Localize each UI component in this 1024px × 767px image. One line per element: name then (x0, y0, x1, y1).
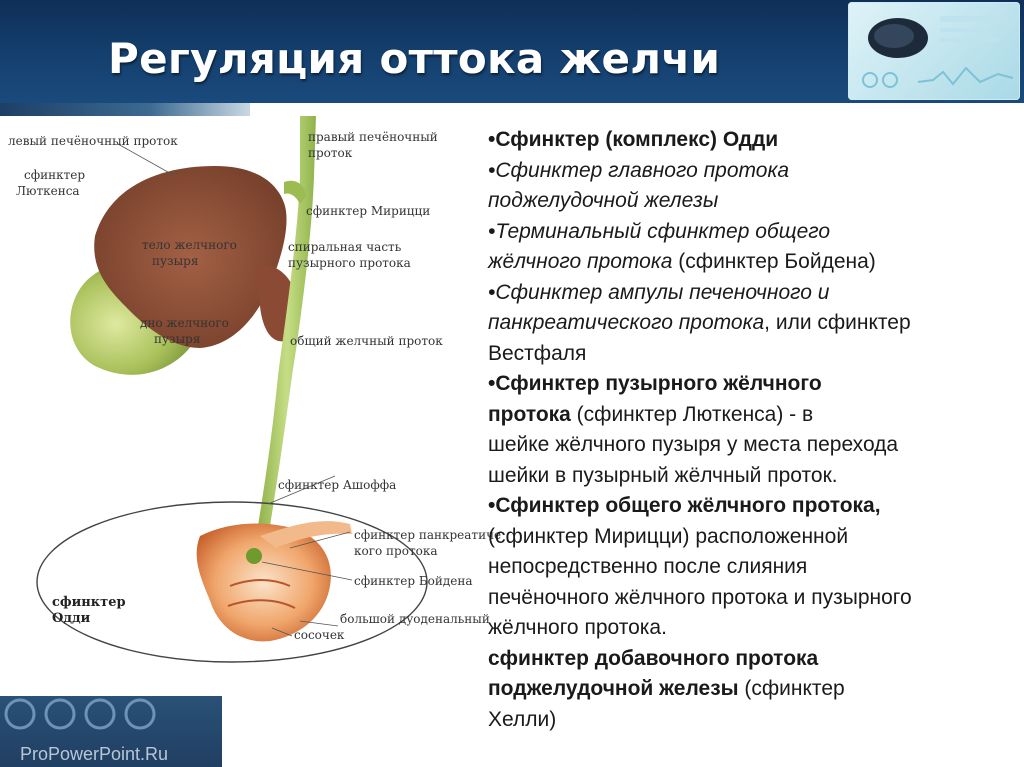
item-ampulla-2 (488, 308, 1018, 339)
label-boyden: сфинктер Бойдена (354, 574, 473, 588)
item-terminal-2b: (сфинктер Бойдена) (672, 250, 876, 273)
label-pancreatic-1: сфинктер панкреатиче (354, 528, 502, 542)
label-major-duodenal: большой дуоденальный (340, 612, 490, 626)
item-common-4: печёночного жёлчного протока и пузырного (488, 585, 912, 609)
label-gallbladder-fundus-1: дно желчного (140, 316, 229, 330)
slide-header (0, 0, 1024, 103)
item-cystic-4: шейки в пузырный жёлчный проток. (488, 463, 838, 487)
label-common-bile-duct: общий желчный проток (290, 334, 443, 348)
item-common-3: непосредственно после слияния (488, 555, 808, 578)
item-accessory-2b: (сфинктер (738, 677, 845, 700)
label-right-hepatic-duct-1: правый печёночный (308, 130, 438, 144)
label-papilla: сосочек (294, 628, 345, 642)
item-accessory-2 (488, 674, 1018, 705)
item-cystic-2a: протока (488, 402, 571, 426)
item-common-5: жёлчного протока. (488, 616, 667, 639)
item-ampulla-3: Вестфаля (488, 341, 587, 365)
item-pancreatic-duct-1: •Сфинктер главного протока (488, 158, 790, 182)
label-gallbladder-body-1: тело желчного (142, 238, 237, 252)
label-gallbladder-body-2: пузыря (152, 254, 199, 268)
label-oddi-1: сфинктер (52, 595, 126, 610)
item-ampulla-2b: , или сфинктер (764, 311, 911, 334)
item-common-1 (488, 491, 1018, 522)
item-accessory-2a: поджелудочной железы (488, 677, 739, 700)
item-cystic-3: шейке жёлчного пузыря у места перехода (488, 433, 899, 456)
slide-title: Регуляция оттока желчи (108, 34, 721, 83)
sphincter-list (488, 125, 1018, 735)
label-lutkens-1: сфинктер (24, 168, 86, 182)
item-cystic-2 (488, 400, 1018, 431)
item-ampulla-2a: панкреатического протока (488, 311, 765, 334)
label-ashoff: сфинктер Ашоффа (278, 478, 397, 492)
label-left-hepatic-duct: левый печёночный проток (8, 134, 178, 148)
item-common-1b: , (874, 494, 881, 517)
label-pancreatic-2: кого протока (354, 544, 438, 558)
item-cystic-1: •Сфинктер пузырного жёлчного (488, 372, 822, 395)
item-terminal-2a: жёлчного протока (488, 250, 673, 273)
item-terminal-2 (488, 247, 1018, 278)
decorative-circles-icon (0, 696, 222, 744)
label-spiral-2: пузырного протока (288, 256, 411, 270)
item-pancreatic-duct-2: поджелудочной железы (488, 189, 719, 212)
brain-scan-panel (848, 2, 1020, 100)
label-gallbladder-fundus-2: пузыря (154, 332, 201, 346)
item-terminal-1: •Терминальный сфинктер общего (488, 219, 831, 243)
label-right-hepatic-duct-2: проток (308, 146, 353, 160)
item-accessory-3: Хелли) (488, 707, 557, 731)
item-cystic-2b: (сфинктер Люткенса) - в (570, 402, 814, 426)
label-oddi-2: Одди (52, 611, 91, 626)
label-lutkens-2: Люткенса (16, 184, 80, 198)
item-common-2: (сфинктер Мирицци) расположенной (488, 524, 849, 548)
item-accessory-1: сфинктер добавочного протока (488, 646, 819, 670)
item-common-1a: •Сфинктер общего жёлчного протока (488, 494, 875, 517)
watermark-text: ProPowerPoint.Ru (20, 744, 169, 764)
item-oddi: •Сфинктер (комплекс) Одди (488, 128, 779, 151)
label-mirizzi: сфинктер Мирицци (306, 204, 431, 218)
brain-icon (848, 2, 1020, 100)
label-spiral-1: спиральная часть (288, 240, 402, 254)
biliary-diagram (0, 116, 502, 696)
decorative-band-top (0, 103, 250, 116)
item-ampulla-1: •Сфинктер ампулы печеночного и (488, 280, 830, 304)
